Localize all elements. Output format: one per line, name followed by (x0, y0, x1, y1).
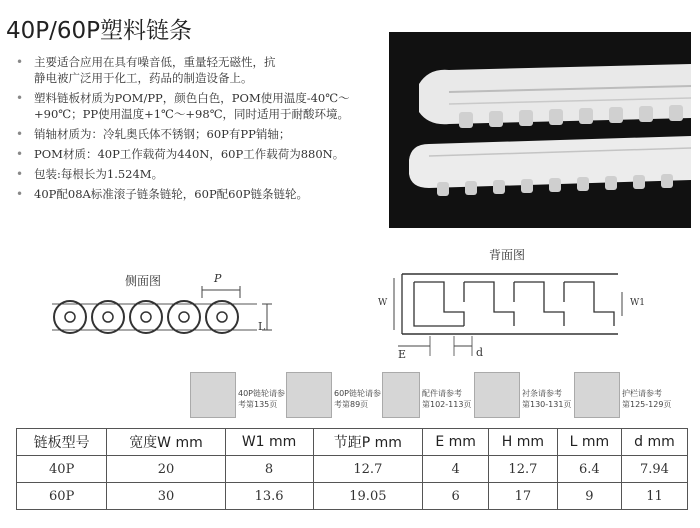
feature-item (12, 146, 382, 162)
column-header: H mm (489, 429, 558, 456)
table-cell: 11 (621, 483, 687, 510)
table-cell: 12.7 (313, 456, 423, 483)
spec-table (16, 428, 688, 510)
table-row (17, 483, 688, 510)
feature-list (12, 54, 382, 206)
table-cell: 6 (423, 483, 489, 510)
pitch-label: P (214, 272, 222, 285)
chain-photo-graphic (389, 32, 691, 228)
sprocket-icon (190, 372, 236, 418)
column-header: 宽度W mm (107, 429, 225, 456)
page-title: 40P/60P塑料链条 (6, 18, 193, 44)
ref-line: 第130-131页 (522, 400, 572, 409)
feature-line: • 销轴材质为：冷轧奥氏体不锈钢；60P有PP销轴； (34, 127, 291, 141)
table-cell: 19.05 (313, 483, 423, 510)
ref-line: 第102-113页 (422, 400, 472, 409)
ref-line: 第125-129页 (622, 400, 672, 409)
feature-item (12, 126, 382, 142)
column-header: L mm (557, 429, 621, 456)
column-header: d mm (621, 429, 687, 456)
table-cell: 7.94 (621, 456, 687, 483)
ref-line: 考第89页 (334, 400, 369, 409)
d-label: d (476, 346, 484, 359)
feature-item (12, 54, 382, 86)
feature-line: 静电被广泛用于化工，药品的制造设备上。 (34, 71, 253, 85)
table-cell: 6.4 (557, 456, 621, 483)
length-label: L (258, 320, 266, 333)
table-header-row (17, 429, 688, 456)
table-cell: 17 (489, 483, 558, 510)
ref-line: 60P链轮请参 (334, 389, 382, 398)
feature-line: • 主要适合应用在具有噪音低，重量轻无磁性，抗 (34, 55, 276, 69)
side-view-label: 侧面图 (125, 274, 162, 288)
side-view-diagram (42, 284, 292, 356)
ref-line: 衬条请参考 (522, 389, 562, 398)
ref-line: 配件请参考 (422, 389, 462, 398)
feature-line: • 40P配08A标准滚子链条链轮，60P配60P链条链轮。 (34, 187, 309, 201)
feature-line: • POM材质：40P工作载荷为440N，60P工作载荷为880N。 (34, 147, 345, 161)
table-cell: 9 (557, 483, 621, 510)
table-cell: 4 (423, 456, 489, 483)
table-cell: 30 (107, 483, 225, 510)
table-cell: 8 (225, 456, 313, 483)
width-label: W (378, 298, 388, 308)
ref-line: 护栏请参考 (622, 389, 662, 398)
ref-line: 40P链轮请参 (238, 389, 286, 398)
table-cell: 40P (17, 456, 107, 483)
column-header: W1 mm (225, 429, 313, 456)
guard-rail-icon (574, 372, 620, 418)
table-cell: 13.6 (225, 483, 313, 510)
column-header: E mm (423, 429, 489, 456)
e-label: E (398, 348, 407, 361)
table-cell: 12.7 (489, 456, 558, 483)
table-row (17, 456, 688, 483)
feature-item (12, 90, 382, 122)
width1-label: W1 (630, 298, 645, 308)
feature-line: +90℃；PP使用温度+1℃～+98℃，同时适用于耐酸环境。 (34, 107, 350, 121)
back-view-diagram (384, 262, 640, 362)
ref-line: 考第135页 (238, 400, 278, 409)
product-photo (389, 32, 691, 228)
column-header: 链板型号 (17, 429, 107, 456)
sprocket-icon (286, 372, 332, 418)
accessory-icon (382, 372, 420, 418)
table-cell: 60P (17, 483, 107, 510)
feature-item (12, 166, 382, 182)
back-view-label: 背面图 (489, 248, 526, 262)
column-header: 节距P mm (313, 429, 423, 456)
feature-line: • 包装:每根长为1.524M。 (34, 167, 164, 181)
feature-line: • 塑料链板材质为POM/PP，颜色白色，POM使用温度-40℃～ (34, 91, 350, 105)
feature-item (12, 186, 382, 202)
wear-strip-icon (474, 372, 520, 418)
table-cell: 20 (107, 456, 225, 483)
